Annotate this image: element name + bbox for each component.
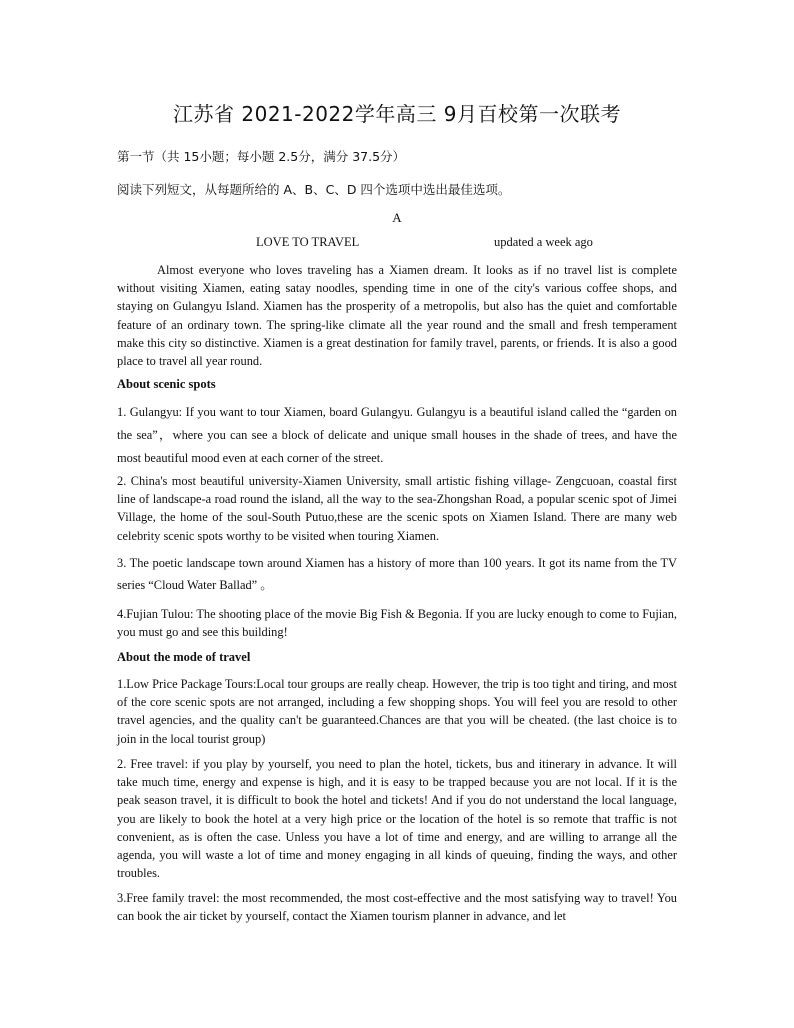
section-info: 第一节（共 15小题；每小题 2.5分，满分 37.5分） [117, 149, 406, 164]
instructions: 阅读下列短文，从每题所给的 A、B、C、D 四个选项中选出最佳选项。 [117, 182, 511, 197]
updated-label: updated a week ago [494, 235, 593, 249]
scenic-heading: About scenic spots [117, 377, 216, 391]
mode-item: 3.Free family travel: the most recommended, the most cost-effective and the most satisfying way to travel! You can book the air ticket by yourself, contact the Xiamen tourism planner in advance, and let [117, 891, 677, 924]
mode-item: 1.Low Price Package Tours:Local tour groups are really cheap. However, the trip is too tight and tiring, and most of the core scenic spots are not arranged, including a few shopping shops. You will feel you are resold to other travel agencies, and the quality can't be guaranteed.Chances are that you will be cheated. (the last choice is to join in the local tourist group) [117, 677, 677, 746]
intro-paragraph: Almost everyone who loves traveling has a Xiamen dream. It looks as if no travel list is complete without visiting Xiamen, eating satay noodles, spending time in one of the city's various coffee shops, and staying on Gulangyu Island. Xiamen has the prosperity of a metropolis, but also has the quiet and comfortable feature of an ordinary town. The spring-like climate all the year round and the small and fresh temperament make this city so distinctive. Xiamen is a great destination for family travel, parents, or friends. It is also a good place to travel all year round. [117, 263, 677, 369]
scenic-item: 1. Gulangyu: If you want to tour Xiamen, board Gulangyu. Gulangyu is a beautiful island called the “garden on the sea”，where you can see a block of delicate and unique small houses in the shade of trees, and have the most beautiful mood even at each corner of the street. [117, 405, 677, 465]
scenic-item: 3. The poetic landscape town around Xiamen has a history of more than 100 years. It got its name from the TV series “Cloud Water Ballad” 。 [117, 556, 677, 592]
page-title: 江苏省 2021-2022学年高三 9月百校第一次联考 [173, 102, 621, 126]
passage-letter: A [392, 210, 402, 225]
scenic-item: 4.Fujian Tulou: The shooting place of the movie Big Fish & Begonia. If you are lucky enough to come to Fujian, you must go and see this building! [117, 607, 677, 640]
mode-item: 2. Free travel: if you play by yourself, you need to plan the hotel, tickets, bus and itinerary in advance. It will take much time, energy and expense is high, and it is easy to be trapped because you are not local. If it is the peak season travel, it is difficult to book the hotel and tickets! And if you do not understand the local language, you are likely to book the hotel at a very high price or the location of the hotel is so remote that traffic is not convenient, as is often the case. Unless you have a lot of time and energy, and are willing to arrange all the agenda, you will waste a lot of time and money engaging in all kinds of queuing, finding the ways, and other troubles. [117, 757, 677, 881]
scenic-item: 2. China's most beautiful university-Xiamen University, small artistic fishing village- Zengcuoan, coastal first line of landscape-a road round the island, all the way to the sea-Zhongshan Road, a popular scenic spot of Jimei Village, the home of the soul-South Putuo,these are the scenic spots on Xiamen Island. There are many web celebrity scenic spots worthy to be visited when touring Xiamen. [117, 474, 677, 543]
mode-heading: About the mode of travel [117, 650, 251, 664]
article-title: LOVE TO TRAVEL [256, 235, 360, 249]
